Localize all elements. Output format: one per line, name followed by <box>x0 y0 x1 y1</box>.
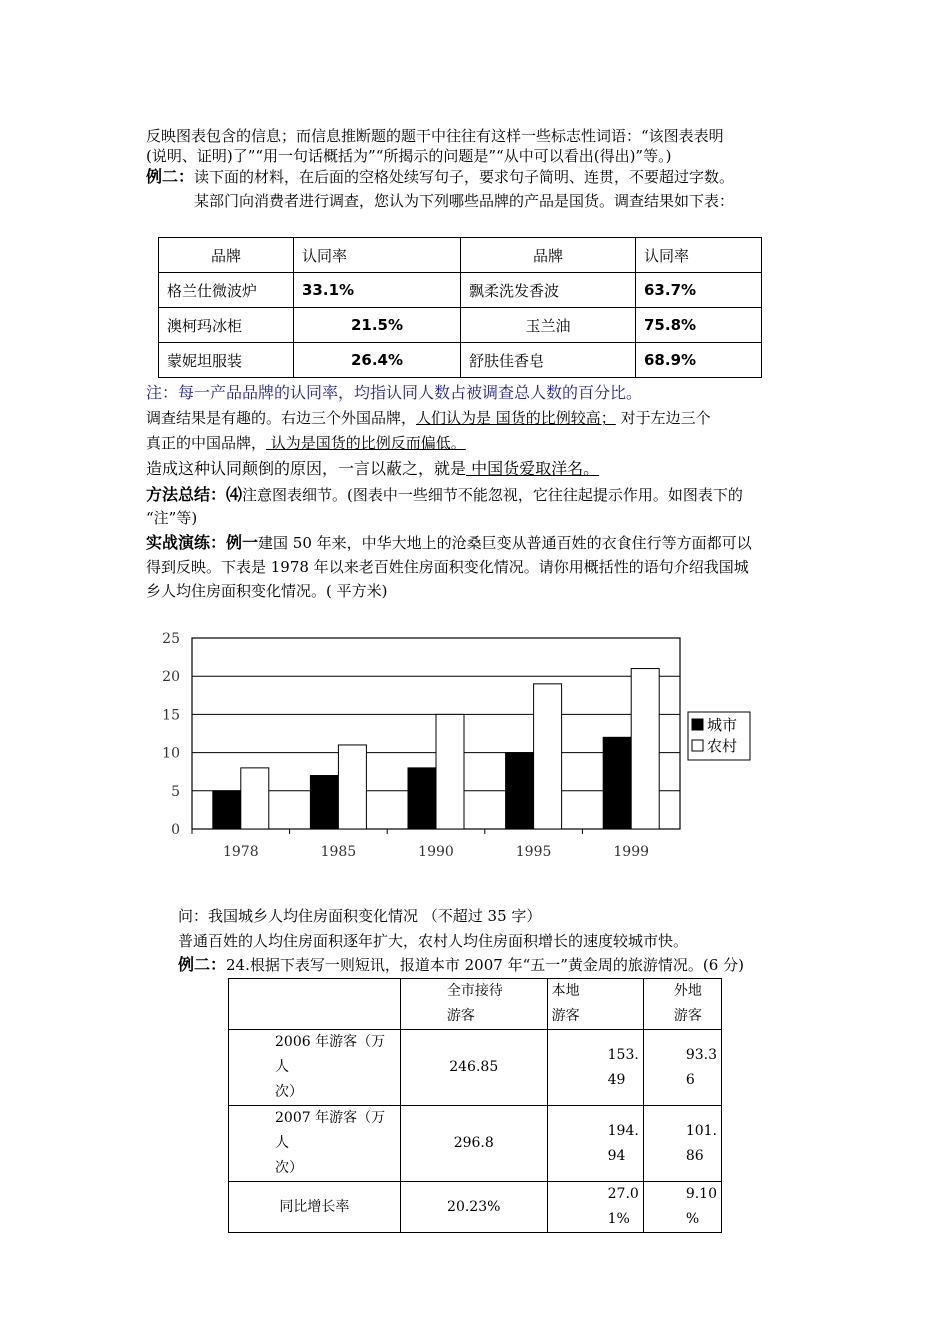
x-tick-label: 1985 <box>320 844 357 860</box>
example-two-heading: 例二： <box>146 167 195 186</box>
table-cell: 246.85 <box>400 1030 547 1106</box>
para-line: 得到反映。下表是 1978 年以来老百姓住房面积变化情况。请你用概括性的语句介绍我国城 <box>146 558 749 576</box>
y-tick-label: 0 <box>171 822 180 838</box>
table-cell <box>229 979 401 1030</box>
y-tick-label: 5 <box>171 783 180 800</box>
table-cell: 全市接待 游客 <box>400 979 547 1030</box>
example-two-heading: 例二： <box>178 955 227 974</box>
answer-line <box>146 408 711 428</box>
method-summary-line <box>146 485 743 505</box>
table-cell: 玉兰油 <box>461 308 636 343</box>
legend-swatch <box>692 740 703 751</box>
table-cell: 澳柯玛冰柜 <box>159 308 294 343</box>
question-line: 问：我国城乡人均住房面积变化情况 （不超过 35 字） <box>178 907 542 925</box>
instruction-text: 读下面的材料，在后面的空格处续写句子，要求句子简明、连贯，不要超过字数。 <box>194 168 735 186</box>
para-line: “注”等) <box>146 509 198 527</box>
answer-fill: 认为是国货的比例反而偏低。 <box>266 434 466 452</box>
example-two-line <box>146 167 734 187</box>
legend-swatch <box>692 719 703 730</box>
table-cell: 93.3 6 <box>643 1030 721 1106</box>
table-cell: 品牌 <box>461 238 636 273</box>
table-cell: 格兰仕微波炉 <box>159 273 294 308</box>
table-cell: 2006 年游客（万人 次） <box>229 1030 401 1106</box>
table-cell: 153. 49 <box>547 1030 643 1106</box>
housing-area-bar-chart <box>150 625 770 870</box>
table-cell: 认同率 <box>294 238 461 273</box>
bar-city <box>213 791 241 829</box>
table-cell: 认同率 <box>636 238 762 273</box>
table-note: 注：每一产品品牌的认同率，均指认同人数占被调查总人数的百分比。 <box>146 383 643 402</box>
table-cell: 101. 86 <box>643 1106 721 1182</box>
x-tick-label: 1995 <box>515 844 552 860</box>
table-row <box>159 273 762 308</box>
answer-text: 调查结果是有趣的。右边三个外国品牌， <box>146 409 417 427</box>
table-cell: 21.5% <box>294 308 461 343</box>
table-cell: 本地 游客 <box>547 979 643 1030</box>
table-cell: 2007 年游客（万人 次） <box>229 1106 401 1182</box>
answer-line <box>146 433 466 453</box>
table-row <box>229 1030 722 1106</box>
bar-city <box>603 737 631 829</box>
table-row <box>159 343 762 378</box>
table-cell: 9.10 % <box>643 1182 721 1233</box>
legend-label: 农村 <box>707 737 738 755</box>
answer-fill: 人们认为是 国货的比例较高； <box>416 409 616 427</box>
table-cell: 194. 94 <box>547 1106 643 1182</box>
table-row <box>229 1106 722 1182</box>
answer-line <box>146 459 599 479</box>
instruction-text: 24.根据下表写一则短讯，报道本市 2007 年“五一”黄金周的旅游情况。(6 分) <box>226 956 744 974</box>
table-cell: 296.8 <box>400 1106 547 1182</box>
bar-city <box>408 768 436 829</box>
bar-rural <box>241 768 269 829</box>
example-two-line <box>178 955 744 975</box>
y-tick-label: 10 <box>162 745 180 762</box>
y-tick-label: 20 <box>162 669 180 686</box>
table-row <box>229 1182 722 1233</box>
table-cell: 26.4% <box>294 343 461 378</box>
table-cell: 63.7% <box>636 273 762 308</box>
table-cell: 27.0 1% <box>547 1182 643 1233</box>
answer-line: 普通百姓的人均住房面积逐年扩大，农村人均住房面积增长的速度较城市快。 <box>178 932 689 950</box>
method-summary-heading: 方法总结：⑷ <box>146 485 243 504</box>
table-cell: 蒙妮坦服装 <box>159 343 294 378</box>
para-line: 反映图表包含的信息；而信息推断题的题干中往往有这样一些标志性词语：“该图表表明 <box>146 127 724 145</box>
method-summary-text: 注意图表细节。(图表中一些细节不能忽视，它往往起提示作用。如图表下的 <box>242 486 743 504</box>
answer-fill: 中国货爱取洋名。 <box>466 459 600 478</box>
x-tick-label: 1978 <box>222 844 259 860</box>
answer-text: 造成这种认同颠倒的原因，一言以蔽之，就是 <box>146 459 467 478</box>
tourism-table <box>228 978 722 1233</box>
para-line: 某部门向消费者进行调查，您认为下列哪些品牌的产品是国货。调查结果如下表： <box>194 192 735 210</box>
answer-text: 对于左边三个 <box>615 409 711 427</box>
table-cell: 同比增长率 <box>229 1182 401 1233</box>
table-row <box>159 238 762 273</box>
para-line: (说明、证明)了”“用一句话概括为”“所揭示的问题是”“从中可以看出(得出)”等。) <box>146 147 672 165</box>
table-cell: 20.23% <box>400 1182 547 1233</box>
table-cell: 33.1% <box>294 273 461 308</box>
practice-heading: 实战演练：例一 <box>146 533 259 552</box>
table-row <box>229 979 722 1030</box>
x-tick-label: 1990 <box>418 844 454 860</box>
table-cell: 舒肤佳香皂 <box>461 343 636 378</box>
bar-rural <box>534 684 562 829</box>
table-row <box>159 308 762 343</box>
y-tick-label: 15 <box>162 707 180 724</box>
legend-label: 城市 <box>707 716 738 734</box>
practice-text: 建国 50 年来，中华大地上的沧桑巨变从普通百姓的衣食住行等方面都可以 <box>258 534 752 552</box>
bar-rural <box>338 745 366 829</box>
bar-city <box>310 776 338 829</box>
practice-line <box>146 533 752 553</box>
answer-text: 真正的中国品牌， <box>146 434 267 452</box>
brand-table <box>158 237 762 378</box>
bar-rural <box>436 714 464 829</box>
table-cell: 75.8% <box>636 308 762 343</box>
y-tick-label: 25 <box>162 631 180 647</box>
x-tick-label: 1999 <box>613 844 650 860</box>
bar-rural <box>631 669 659 829</box>
table-cell: 品牌 <box>159 238 294 273</box>
table-cell: 外地 游客 <box>643 979 721 1030</box>
para-line: 乡人均住房面积变化情况。( 平方米) <box>146 582 388 600</box>
bar-city <box>506 753 534 829</box>
table-cell: 68.9% <box>636 343 762 378</box>
table-cell: 飘柔洗发香波 <box>461 273 636 308</box>
